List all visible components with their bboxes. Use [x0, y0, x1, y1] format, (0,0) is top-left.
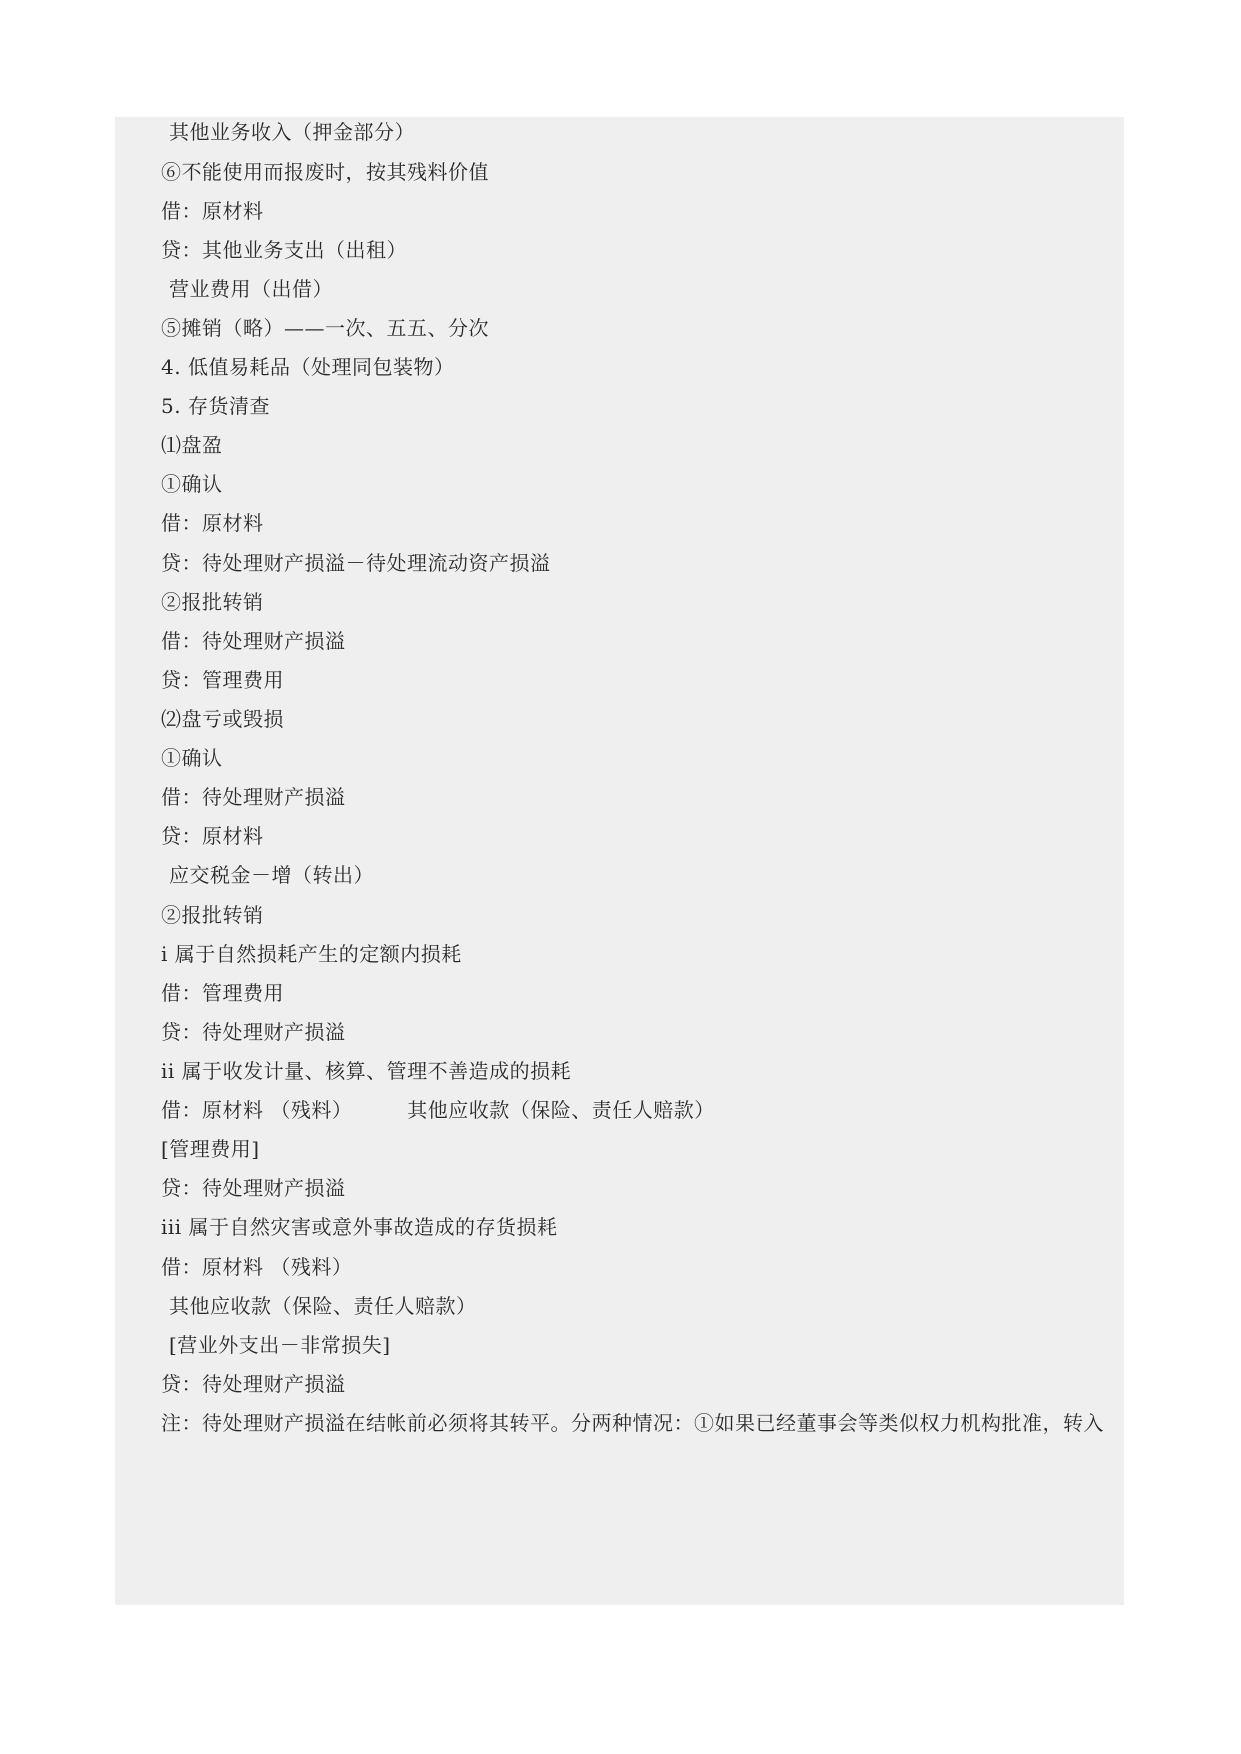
text-line: 4. 低值易耗品（处理同包装物） [161, 355, 455, 379]
text-line: ①确认 [161, 472, 223, 496]
text-line: ⑤摊销（略）——一次、五五、分次 [161, 316, 489, 340]
text-line: 借：原材料 （残料） 其他应收款（保险、责任人赔款） [161, 1098, 715, 1122]
text-line: 贷：待处理财产损溢 [161, 1372, 346, 1396]
text-line: 其他业务收入（押金部分） [169, 120, 415, 144]
text-line: 注：待处理财产损溢在结帐前必须将其转平。分两种情况：①如果已经董事会等类似权力机构批准，转入 [161, 1411, 1104, 1435]
text-line: ①确认 [161, 746, 223, 770]
text-line: 贷：待处理财产损溢－待处理流动资产损溢 [161, 551, 551, 575]
text-line: 5. 存货清查 [161, 394, 270, 418]
text-line: 借：原材料 [161, 199, 264, 223]
text-line: ⑥不能使用而报废时，按其残料价值 [161, 160, 489, 184]
text-line: ⑵盘亏或毁损 [161, 707, 284, 731]
text-line: 贷：待处理财产损溢 [161, 1176, 346, 1200]
text-line: [管理费用] [161, 1137, 260, 1161]
text-line: iii 属于自然灾害或意外事故造成的存货损耗 [161, 1215, 558, 1239]
text-line: 贷：其他业务支出（出租） [161, 238, 407, 262]
text-line: 借：管理费用 [161, 981, 284, 1005]
text-line: 其他应收款（保险、责任人赔款） [169, 1294, 477, 1318]
text-line: 应交税金－增（转出） [169, 863, 374, 887]
text-line: ii 属于收发计量、核算、管理不善造成的损耗 [161, 1059, 572, 1083]
text-line: i 属于自然损耗产生的定额内损耗 [161, 942, 462, 966]
text-line: [营业外支出－非常损失] [169, 1333, 391, 1357]
document-content-panel [115, 117, 1124, 1605]
text-line: 借：待处理财产损溢 [161, 629, 346, 653]
text-line: 贷：管理费用 [161, 668, 284, 692]
text-line: 借：原材料 [161, 511, 264, 535]
text-line: 借：待处理财产损溢 [161, 785, 346, 809]
text-line: 贷：原材料 [161, 824, 264, 848]
text-line: 贷：待处理财产损溢 [161, 1020, 346, 1044]
text-line: 营业费用（出借） [169, 277, 333, 301]
text-line: ⑴盘盈 [161, 433, 223, 457]
text-line: 借：原材料 （残料） [161, 1255, 353, 1279]
text-line: ②报批转销 [161, 590, 264, 614]
text-line: ②报批转销 [161, 903, 264, 927]
